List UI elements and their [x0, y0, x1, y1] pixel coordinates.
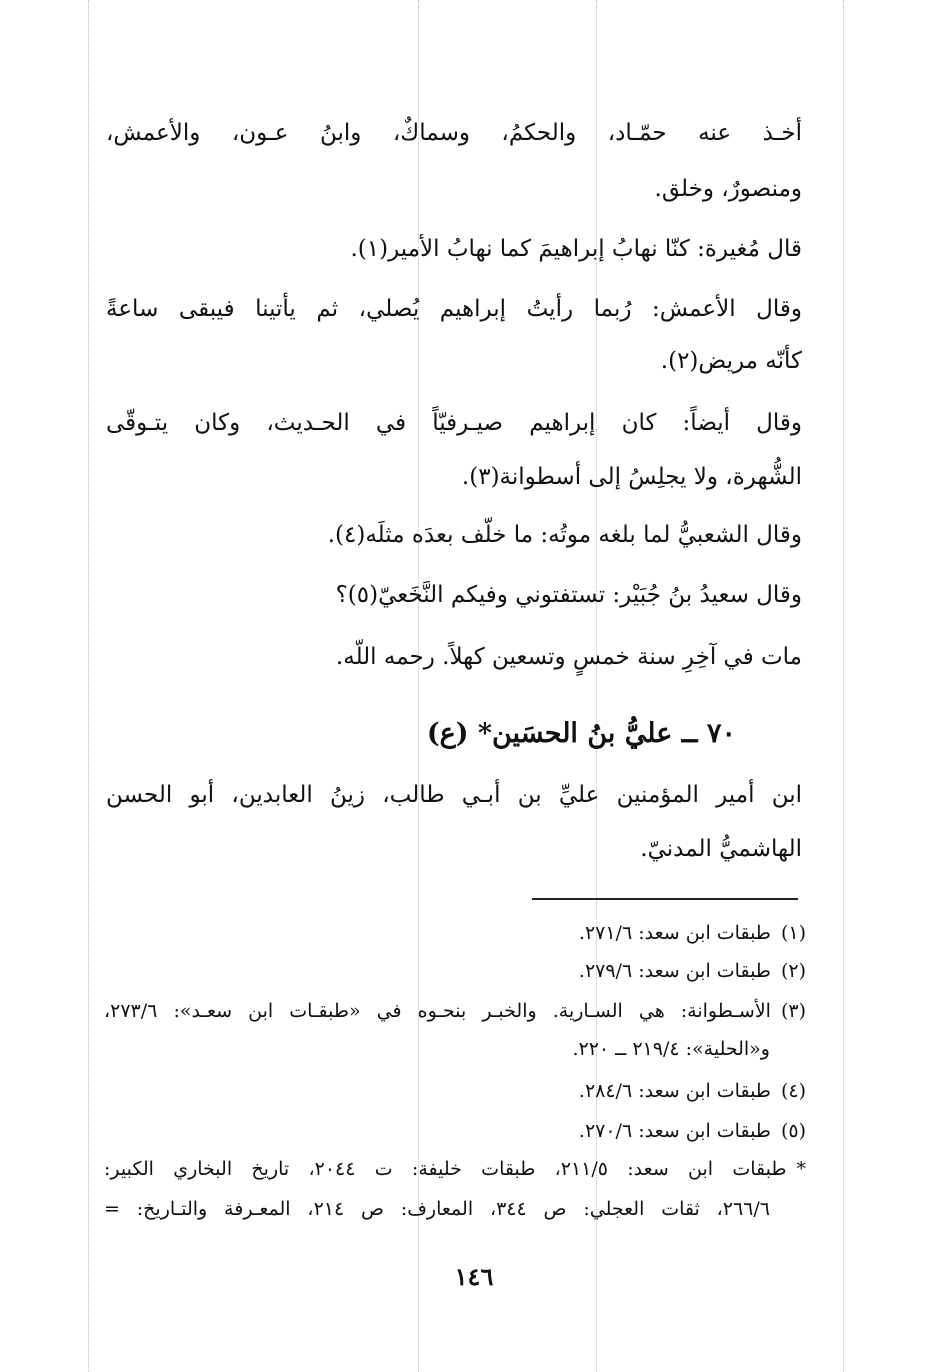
footnote-number: (٢) — [780, 960, 806, 982]
body-line: كأنّه مريض(٢). — [660, 348, 802, 374]
footnote-number: (١) — [780, 922, 806, 944]
footnote — [579, 958, 806, 984]
body-line: وقال سعيدُ بنُ جُبَيْر: تستفتوني وفيكم النَّخَعيّ(٥)؟ — [335, 582, 802, 608]
body-line: مات في آخِرِ سنة خمسٍ وتسعين كهلاً. رحمه اللّه. — [335, 644, 802, 670]
footnote-number: (٤) — [780, 1080, 806, 1102]
footnote-number: (٣) — [780, 1000, 806, 1022]
footnote-text: الأسـطوانة: هي السـارية. والخبـر بنحـوه في «طبقـات ابن سعـد»: ٢٧٣/٦، — [104, 1000, 771, 1022]
body-line: وقال الشعبيُّ لما بلغه موتُه: ما خلّف بعدَه مثلَه(٤). — [327, 522, 802, 548]
footnote-number: (٥) — [780, 1120, 806, 1142]
page-number: ١٤٦ — [454, 1262, 494, 1291]
footnote-text: طبقات ابن سعد: ٢٧٠/٦. — [578, 1120, 771, 1142]
footnote-text: ٢٦٦/٦، ثقات العجلي: ص ٣٤٤، المعارف: ص ٢١٤، المعـرفة والتـاريخ: = — [104, 1198, 770, 1220]
footnote — [579, 1118, 806, 1144]
footnote-text: طبقات ابن سعد: ٢٧١/٦. — [578, 922, 771, 944]
footnote — [104, 1196, 770, 1222]
footnote-separator — [532, 898, 798, 900]
footnote-marker: * — [796, 1158, 806, 1180]
body-line: وقال أيضاً: كان إبراهيم صيـرفيّاً في الحـديث، وكان يتـوقّى — [106, 410, 802, 436]
footnote — [104, 998, 806, 1024]
body-line: قال مُغيرة: كنّا نهابُ إبراهيمَ كما نهابُ الأمير(١). — [350, 236, 802, 262]
section-body-line: ابن أمير المؤمنين عليِّ بن أبـي طالب، زينُ العابدين، أبو الحسن — [106, 782, 802, 808]
footnote — [579, 1078, 806, 1104]
footnote-text: طبقات ابن سعد: ٢٨٤/٦. — [578, 1080, 771, 1102]
body-line: أخـذ عنه حمّـاد، والحكمُ، وسماكٌ، وابنُ عـون، والأعمش، — [106, 120, 802, 146]
section-title: ٧٠ ــ عليُّ بنُ الحسَين* (ع) — [426, 718, 736, 749]
footnote-text: و«الحلية»: ٢١٩/٤ ــ ٢٢٠. — [572, 1038, 770, 1060]
scan-guide-line — [88, 0, 89, 1372]
footnote-text: طبقات ابن سعد: ٢١١/٥، طبقات خليفة: ت ٢٠٤٤، تاريخ البخاري الكبير: — [104, 1158, 787, 1180]
body-line: الشُّهرة، ولا يجلِسُ إلى أسطوانة(٣). — [461, 464, 802, 490]
footnote — [104, 1156, 806, 1182]
body-line: وقال الأعمش: رُبما رأيتُ إبراهيم يُصلي، ثم يأتينا فيبقى ساعةً — [106, 296, 802, 322]
body-line: ومنصورٌ، وخلق. — [654, 176, 802, 202]
footnote — [579, 920, 806, 946]
section-body-line: الهاشميُّ المدنيّ. — [640, 836, 802, 862]
scan-guide-line — [843, 0, 844, 1372]
footnote-text: طبقات ابن سعد: ٢٧٩/٦. — [578, 960, 771, 982]
footnote — [572, 1036, 770, 1062]
